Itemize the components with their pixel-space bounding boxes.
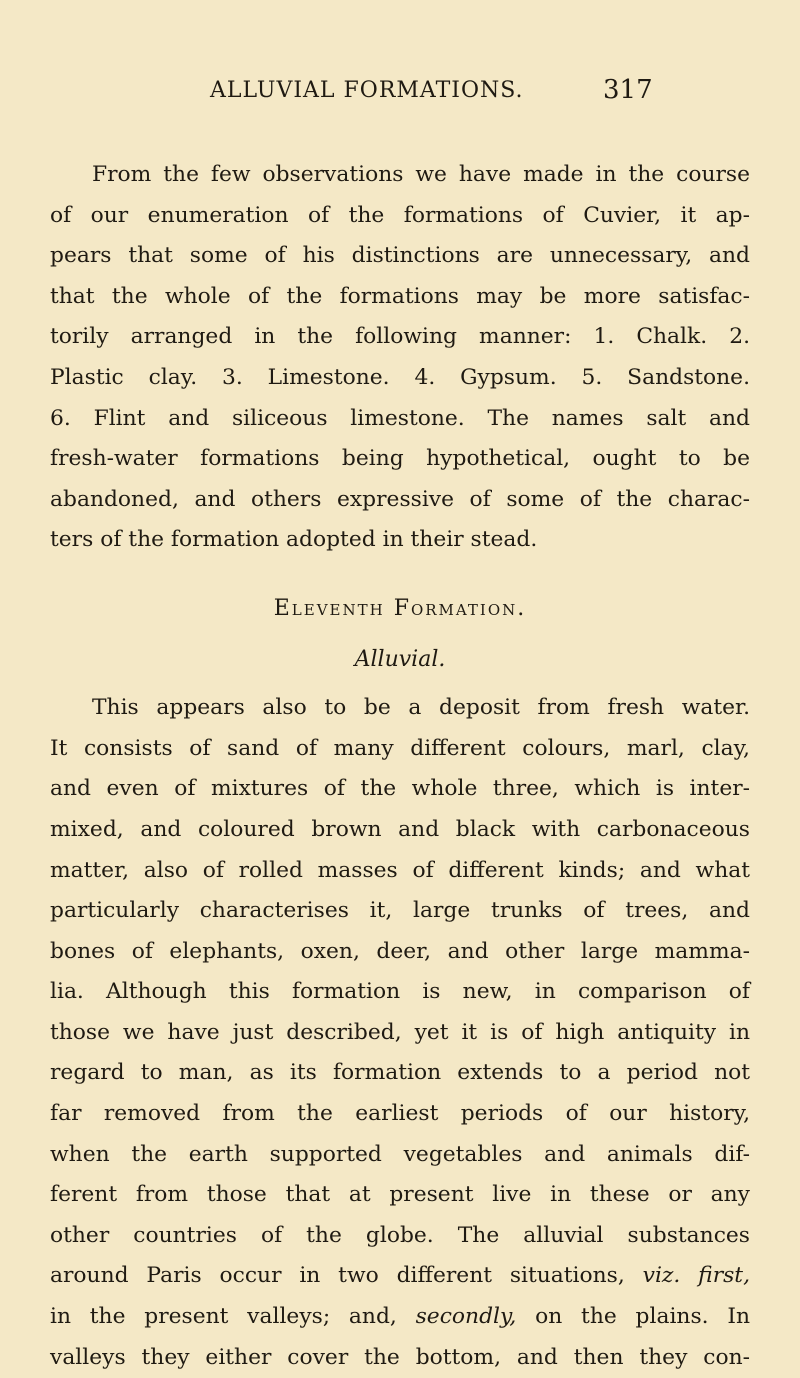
text-run: on the plains. In: [516, 1304, 750, 1330]
italic-text: secondly,: [415, 1304, 517, 1330]
text-line: lia. Although this formation is new, in comparison of: [50, 979, 750, 1005]
text-line: regard to man, as its formation extends to a period not: [50, 1060, 750, 1086]
text-line: matter, also of rolled masses of different kinds; and what: [50, 857, 750, 883]
text-line: and even of mixtures of the whole three, which is inter-: [50, 776, 750, 802]
text-run: around Paris occur in two different situations,: [50, 1263, 643, 1289]
section-subheading: Alluvial.: [354, 646, 446, 672]
section-heading: Eleventh Formation.: [273, 595, 527, 621]
text-line: when the earth supported vegetables and animals dif-: [50, 1141, 750, 1167]
text-line: that the whole of the formations may be more satisfac-: [50, 283, 750, 309]
text-line: torily arranged in the following manner: 1. Chalk. 2.: [50, 324, 750, 350]
text-line: This appears also to be a deposit from fresh water.: [92, 695, 750, 721]
text-line: From the few observations we have made in the course: [92, 162, 750, 187]
text-line: ters of the formation adopted in their stead.: [50, 527, 538, 553]
text-line: particularly characterises it, large trunks of trees, and: [50, 898, 750, 924]
running-head: ALLUVIAL FORMATIONS.: [210, 78, 524, 103]
text-line: abandoned, and others expressive of some of the charac-: [50, 486, 750, 512]
page-header: [0, 75, 800, 118]
text-line: mixed, and coloured brown and black with carbonaceous: [50, 816, 750, 842]
text-line: [50, 1256, 750, 1297]
text-line: far removed from the earliest periods of our history,: [50, 1101, 750, 1127]
italic-text: viz. first,: [642, 1263, 750, 1289]
text-line: valleys they either cover the bottom, and then they con-: [50, 1344, 750, 1370]
text-line: Plastic clay. 3. Limestone. 4. Gypsum. 5. Sandstone.: [50, 364, 750, 390]
page-number: 317: [603, 75, 653, 105]
text-line: those we have just described, yet it is of high antiquity in: [50, 1019, 750, 1045]
text-line: other countries of the globe. The alluvial substances: [50, 1222, 750, 1248]
text-line: of our enumeration of the formations of Cuvier, it ap-: [50, 202, 750, 228]
text-line: pears that some of his distinctions are unnecessary, and: [50, 243, 750, 269]
text-line: 6. Flint and siliceous limestone. The names salt and: [50, 405, 750, 431]
text-line: [50, 1297, 750, 1338]
text-line: ferent from those that at present live in these or any: [50, 1182, 750, 1208]
text-line: fresh-water formations being hypothetical, ought to be: [50, 446, 750, 472]
body-text: [50, 155, 750, 1378]
text-run: in the present valleys; and,: [50, 1304, 416, 1330]
text-line: It consists of sand of many different colours, marl, clay,: [50, 735, 750, 761]
text-line: bones of elephants, oxen, deer, and other large mamma-: [50, 938, 750, 964]
